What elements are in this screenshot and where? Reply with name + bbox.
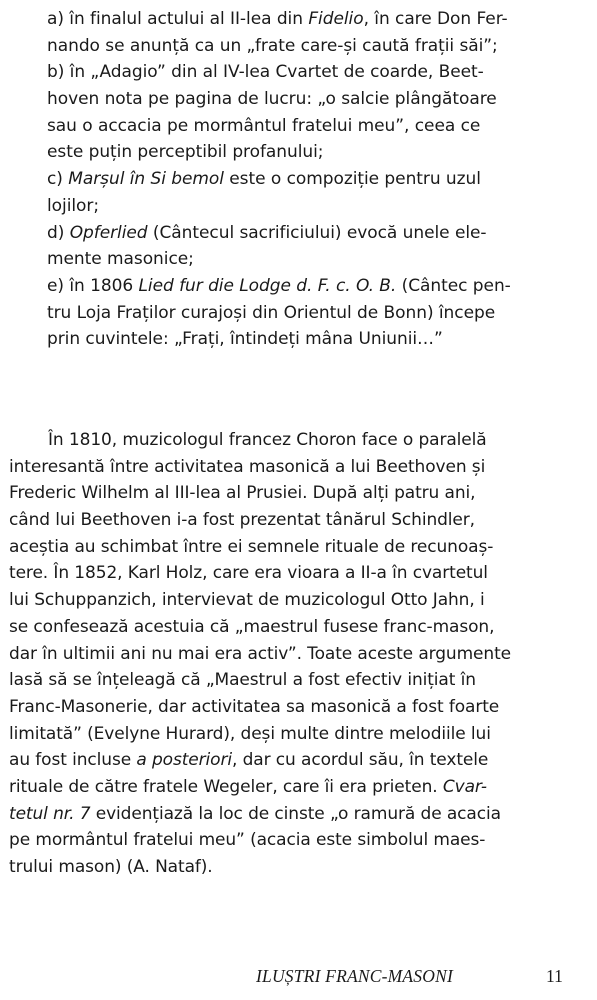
text-run: este o compoziție pentru uzul xyxy=(223,169,481,190)
text-run: e) în 1806 xyxy=(47,275,139,296)
text-line xyxy=(47,59,567,86)
text-line xyxy=(9,667,569,694)
latin-term: a posteriori xyxy=(136,750,232,771)
text-line xyxy=(47,273,567,300)
text-run: se confesează acestuia că „maestrul fusese franc-mason, xyxy=(9,616,495,637)
text-run: hoven nota pe pagina de lucru: „o salcie plângătoare xyxy=(47,89,497,110)
text-run: mente masonice; xyxy=(47,249,194,270)
text-line xyxy=(9,694,569,721)
text-run: rituale de către fratele Wegeler, care îi era prieten. xyxy=(9,776,443,797)
text-line xyxy=(47,139,567,166)
text-line xyxy=(9,560,569,587)
enumerated-list xyxy=(47,6,567,353)
text-line xyxy=(9,801,569,828)
list-item-e xyxy=(47,273,567,353)
text-run: c) xyxy=(47,169,69,190)
text-run: lasă să se înțeleagă că „Maestrul a fost efectiv inițiat în xyxy=(9,670,476,691)
text-line xyxy=(47,6,567,33)
list-item-c xyxy=(47,166,567,219)
text-line xyxy=(47,86,567,113)
text-run: au fost incluse xyxy=(9,750,137,771)
text-run: interesantă între activitatea masonică a lui Beethoven și xyxy=(9,456,486,477)
text-run: b) în „Adagio” din al IV-lea Cvartet de coarde, Beet- xyxy=(47,62,484,83)
text-run: limitată” (Evelyne Hurard), deși multe dintre melodiile lui xyxy=(9,723,491,744)
text-run: a) în finalul actului al II-lea din xyxy=(47,9,309,29)
work-title-opferlied: Opferlied xyxy=(69,222,148,243)
page-footer xyxy=(0,963,597,989)
text-line xyxy=(9,587,569,614)
list-item-b xyxy=(47,59,567,166)
text-run: pe mormântul fratelui meu” (acacia este simbolul maes- xyxy=(9,830,486,851)
text-run: lojilor; xyxy=(47,195,100,216)
work-title-lied: Lied fur die Lodge d. F. c. O. B. xyxy=(138,275,397,296)
text-run: d) xyxy=(47,222,70,243)
text-line xyxy=(9,507,569,534)
text-line xyxy=(9,480,569,507)
text-line xyxy=(9,827,569,854)
work-title-cvartet: Cvar- xyxy=(442,776,487,797)
work-title-fidelio: Fidelio xyxy=(308,9,364,29)
text-line xyxy=(9,614,569,641)
text-run: (Cântecul sacrificiului) evocă unele ele- xyxy=(147,222,487,243)
text-run: este puțin perceptibil profanului; xyxy=(47,142,324,163)
page-number: 11 xyxy=(546,966,563,986)
text-run: , dar cu acordul său, în textele xyxy=(232,750,489,771)
text-run: lui Schuppanzich, intervievat de muzicologul Otto Jahn, i xyxy=(9,590,485,611)
text-line xyxy=(9,854,569,881)
text-run: tru Loja Fraților curajoși din Orientul de Bonn) începe xyxy=(47,302,496,323)
text-line xyxy=(47,326,567,353)
text-run: sau o accacia pe mormântul fratelui meu”, ceea ce xyxy=(47,115,481,136)
list-item-d xyxy=(47,220,567,273)
text-line xyxy=(47,166,567,193)
text-line xyxy=(47,220,567,247)
text-line xyxy=(47,193,567,220)
text-line xyxy=(9,534,569,561)
text-run: , în care Don Fer- xyxy=(363,9,508,29)
text-run: (Cântec pen- xyxy=(396,275,511,296)
text-run: Frederic Wilhelm al III-lea al Prusiei. După alți patru ani, xyxy=(9,483,476,504)
text-line xyxy=(47,300,567,327)
text-run: dar în ultimii ani nu mai era activ”. Toate aceste argumente xyxy=(9,643,512,664)
text-line xyxy=(47,246,567,273)
text-run: Franc-Masonerie, dar activitatea sa masonică a fost foarte xyxy=(9,696,500,717)
text-line xyxy=(9,774,569,801)
running-head: ILUȘTRI FRANC-MASONI xyxy=(256,966,453,986)
text-line xyxy=(9,427,569,454)
text-line xyxy=(9,747,569,774)
text-line xyxy=(9,454,569,481)
text-run: tere. În 1852, Karl Holz, care era vioara a II-a în cvartetul xyxy=(9,563,488,584)
text-run: trului mason) (A. Nataf). xyxy=(9,857,213,877)
text-run: când lui Beethoven i-a fost prezentat tânărul Schindler, xyxy=(9,510,475,531)
text-line xyxy=(9,641,569,668)
text-run: nando se anunță ca un „frate care-și caută frații săi”; xyxy=(47,35,498,56)
text-line xyxy=(9,721,569,748)
list-item-a xyxy=(47,6,567,59)
text-line xyxy=(47,33,567,60)
body-paragraph xyxy=(9,427,569,881)
work-title-marsul: Marșul în Si bemol xyxy=(68,169,224,190)
text-run: prin cuvintele: „Frați, întindeți mâna Uniunii…” xyxy=(47,329,443,350)
text-run: În 1810, muzicologul francez Choron face o paralelă xyxy=(48,430,487,450)
text-run: aceștia au schimbat între ei semnele rituale de recunoaș- xyxy=(9,536,494,557)
work-title-cvartet: tetul nr. 7 xyxy=(9,803,91,824)
text-line xyxy=(47,113,567,140)
text-run: evidențiază la loc de cinste „o ramură de acacia xyxy=(90,803,501,824)
